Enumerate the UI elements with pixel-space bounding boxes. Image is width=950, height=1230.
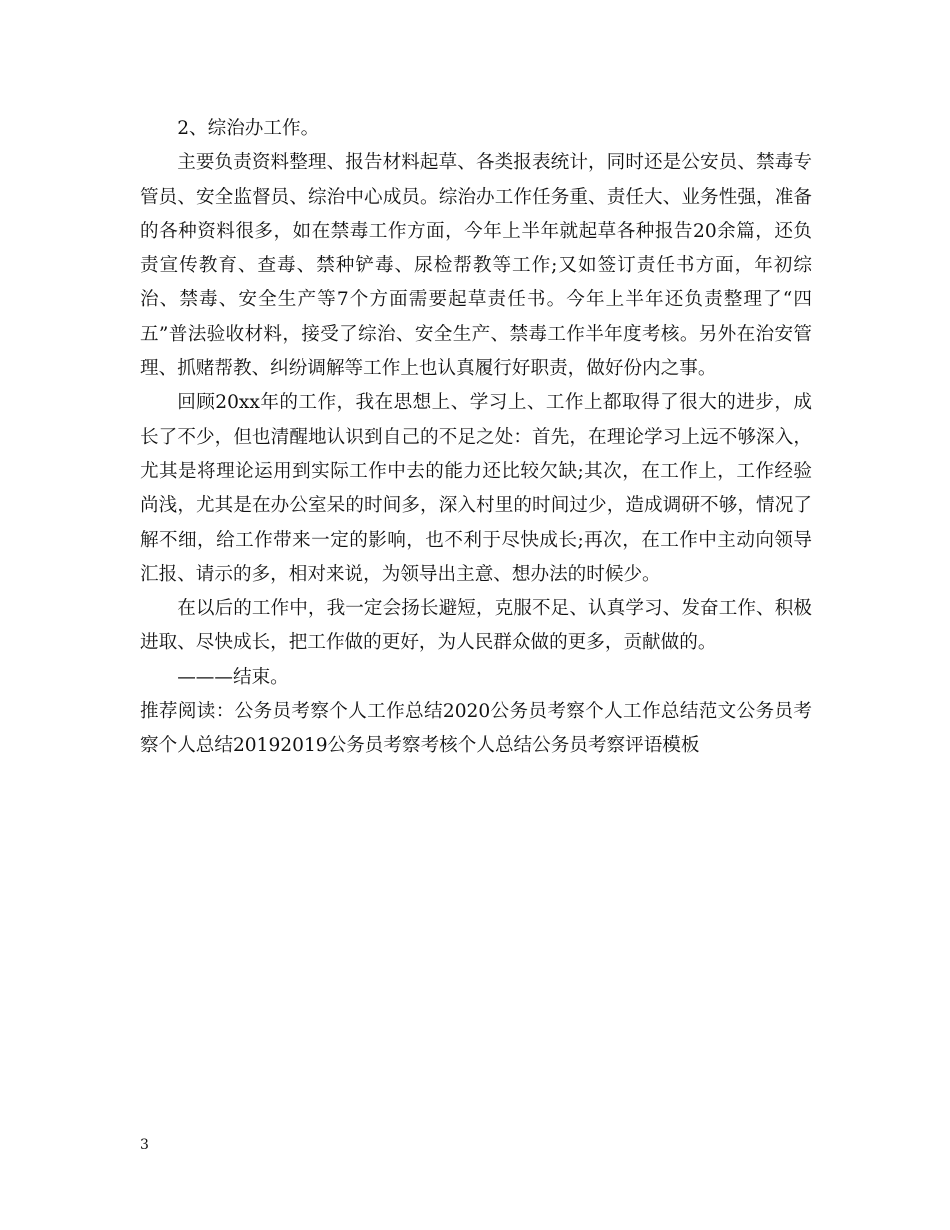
page-number: 3 <box>140 1137 149 1153</box>
review-paragraph: 回顾20xx年的工作，我在思想上、学习上、工作上都取得了很大的进步，成长了不少，但也清醒地认识到自己的不足之处：首先，在理论学习上远不够深入，尤其是将理论运用到实际工作中去的能力还比较欠缺;其次，在工作上，工作经验尚浅，尤其是在办公室呆的时间多，深入村里的时间过少，造成调研不够，情况了解不细，给工作带来一定的影响，也不利于尽快成长;再次，在工作中主动向领导汇报、请示的多，相对来说，为领导出主意、想办法的时候少。 <box>140 392 812 585</box>
end-marker: ———结束。 <box>177 666 289 688</box>
document-body <box>140 112 812 764</box>
duties-paragraph: 主要负责资料整理、报告材料起草、各类报表统计，同时还是公安员、禁毒专管员、安全监督员、综治中心成员。综治办工作任务重、责任大、业务性强，准备的各种资料很多，如在禁毒工作方面，今年上半年就起草各种报告20余篇，还负责宣传教育、查毒、禁种铲毒、尿检帮教等工作;又如签订责任书方面，年初综治、禁毒、安全生产等7个方面需要起草责任书。今年上半年还负责整理了“四五”普法验收材料，接受了综治、安全生产、禁毒工作半年度考核。另外在治安管理、抓赌帮教、纠纷调解等工作上也认真履行好职责，做好份内之事。 <box>140 152 812 380</box>
future-plan-paragraph: 在以后的工作中，我一定会扬长避短，克服不足、认真学习、发奋工作、积极进取、尽快成长，把工作做的更好，为人民群众做的更多，贡献做的。 <box>140 598 812 654</box>
recommended-reading-paragraph: 推荐阅读：公务员考察个人工作总结2020公务员考察个人工作总结范文公务员考察个人总结20192019公务员考察考核个人总结公务员考察评语模板 <box>140 701 812 757</box>
section-heading: 2、综治办工作。 <box>177 118 320 139</box>
